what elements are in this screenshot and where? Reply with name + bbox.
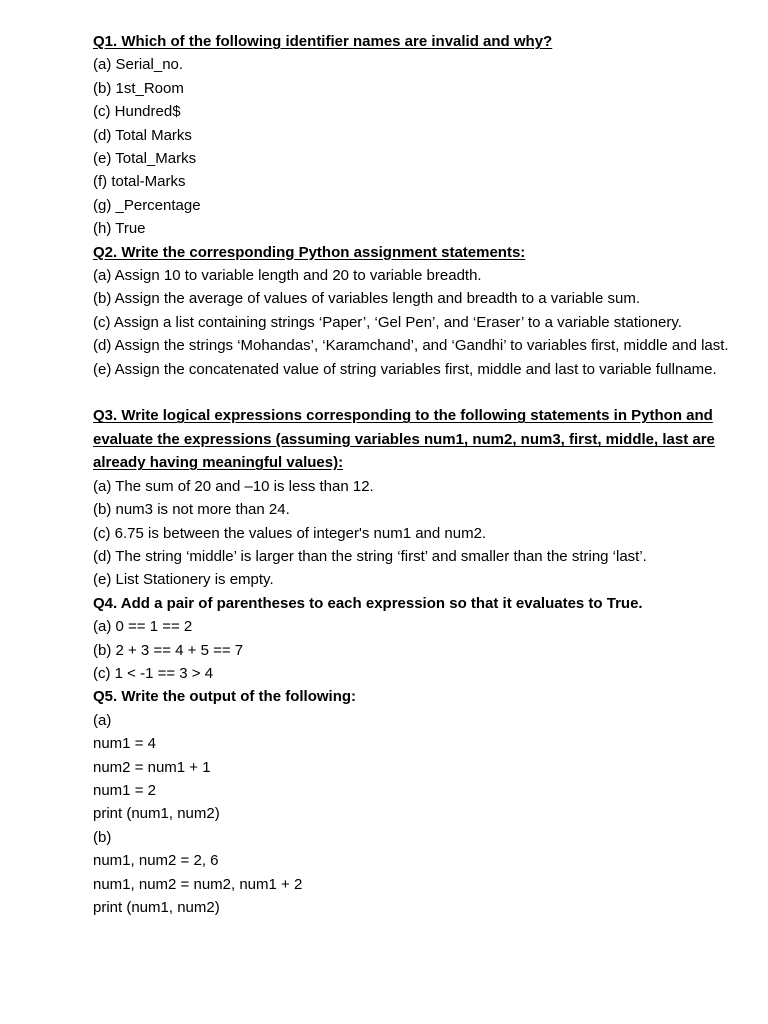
q4-item-c: (c) 1 < -1 == 3 > 4 xyxy=(93,664,214,682)
q5-part-a-code-line: print (num1, num2) xyxy=(93,805,220,823)
q2-item-d: (d) Assign the strings ‘Mohandas’, ‘Karamchand’, and ‘Gandhi’ to variables first, middle and last. xyxy=(93,337,729,355)
q3-item-a: (a) The sum of 20 and –10 is less than 12. xyxy=(93,477,374,495)
q5-part-b-code-line: print (num1, num2) xyxy=(93,899,220,917)
q5-part-b-code-line: num1, num2 = num2, num1 + 2 xyxy=(93,875,303,893)
q3-item-b: (b) num3 is not more than 24. xyxy=(93,501,290,519)
q5-part-a-label: (a) xyxy=(93,711,112,729)
q2-item-a: (a) Assign 10 to variable length and 20 to variable breadth. xyxy=(93,267,482,285)
q1-heading: Q1. Which of the following identifier names are invalid and why? xyxy=(93,33,553,50)
q3-item-e: (e) List Stationery is empty. xyxy=(93,571,274,589)
q5-part-a-code-line: num1 = 4 xyxy=(93,735,156,753)
q4-item-b: (b) 2 + 3 == 4 + 5 == 7 xyxy=(93,641,244,659)
q1-item-c: (c) Hundred$ xyxy=(93,103,181,121)
q1-item-f: (f) total-Marks xyxy=(93,173,186,191)
q3-item-d: (d) The string ‘middle’ is larger than the string ‘first’ and smaller than the string ‘last’. xyxy=(93,547,647,565)
q2-heading: Q2. Write the corresponding Python assignment statements: xyxy=(93,243,526,261)
q5-part-a-code-line: num1 = 2 xyxy=(93,781,156,799)
q5-part-a-code-line: num2 = num1 + 1 xyxy=(93,758,211,776)
q4-item-a: (a) 0 == 1 == 2 xyxy=(93,618,193,636)
q2-item-c: (c) Assign a list containing strings ‘Paper’, ‘Gel Pen’, and ‘Eraser’ to a variable stationery. xyxy=(93,313,682,331)
q5-part-b-label: (b) xyxy=(93,828,112,846)
q1-item-e: (e) Total_Marks xyxy=(93,150,197,168)
blank-line xyxy=(93,381,743,404)
q2-item-e: (e) Assign the concatenated value of string variables first, middle and last to variable fullname. xyxy=(93,360,717,378)
worksheet-content xyxy=(93,30,743,919)
q1-item-d: (d) Total Marks xyxy=(93,126,192,144)
q5-part-b-code-line: num1, num2 = 2, 6 xyxy=(93,852,219,870)
q1-item-h: (h) True xyxy=(93,220,146,238)
q3-heading: Q3. Write logical expressions corresponding to the following statements in Python and evaluate the expressions (assuming variables num1, num2, num3, first, middle, last are already having meaningful values): xyxy=(93,407,715,472)
q2-item-b: (b) Assign the average of values of variables length and breadth to a variable sum. xyxy=(93,290,640,308)
q1-item-g: (g) _Percentage xyxy=(93,196,201,214)
q5-heading: Q5. Write the output of the following: xyxy=(93,688,357,706)
q1-item-b: (b) 1st_Room xyxy=(93,79,184,97)
q3-item-c: (c) 6.75 is between the values of integer's num1 and num2. xyxy=(93,524,487,542)
q1-item-a: (a) Serial_no. xyxy=(93,56,184,74)
q4-heading: Q4. Add a pair of parentheses to each expression so that it evaluates to True. xyxy=(93,594,643,612)
